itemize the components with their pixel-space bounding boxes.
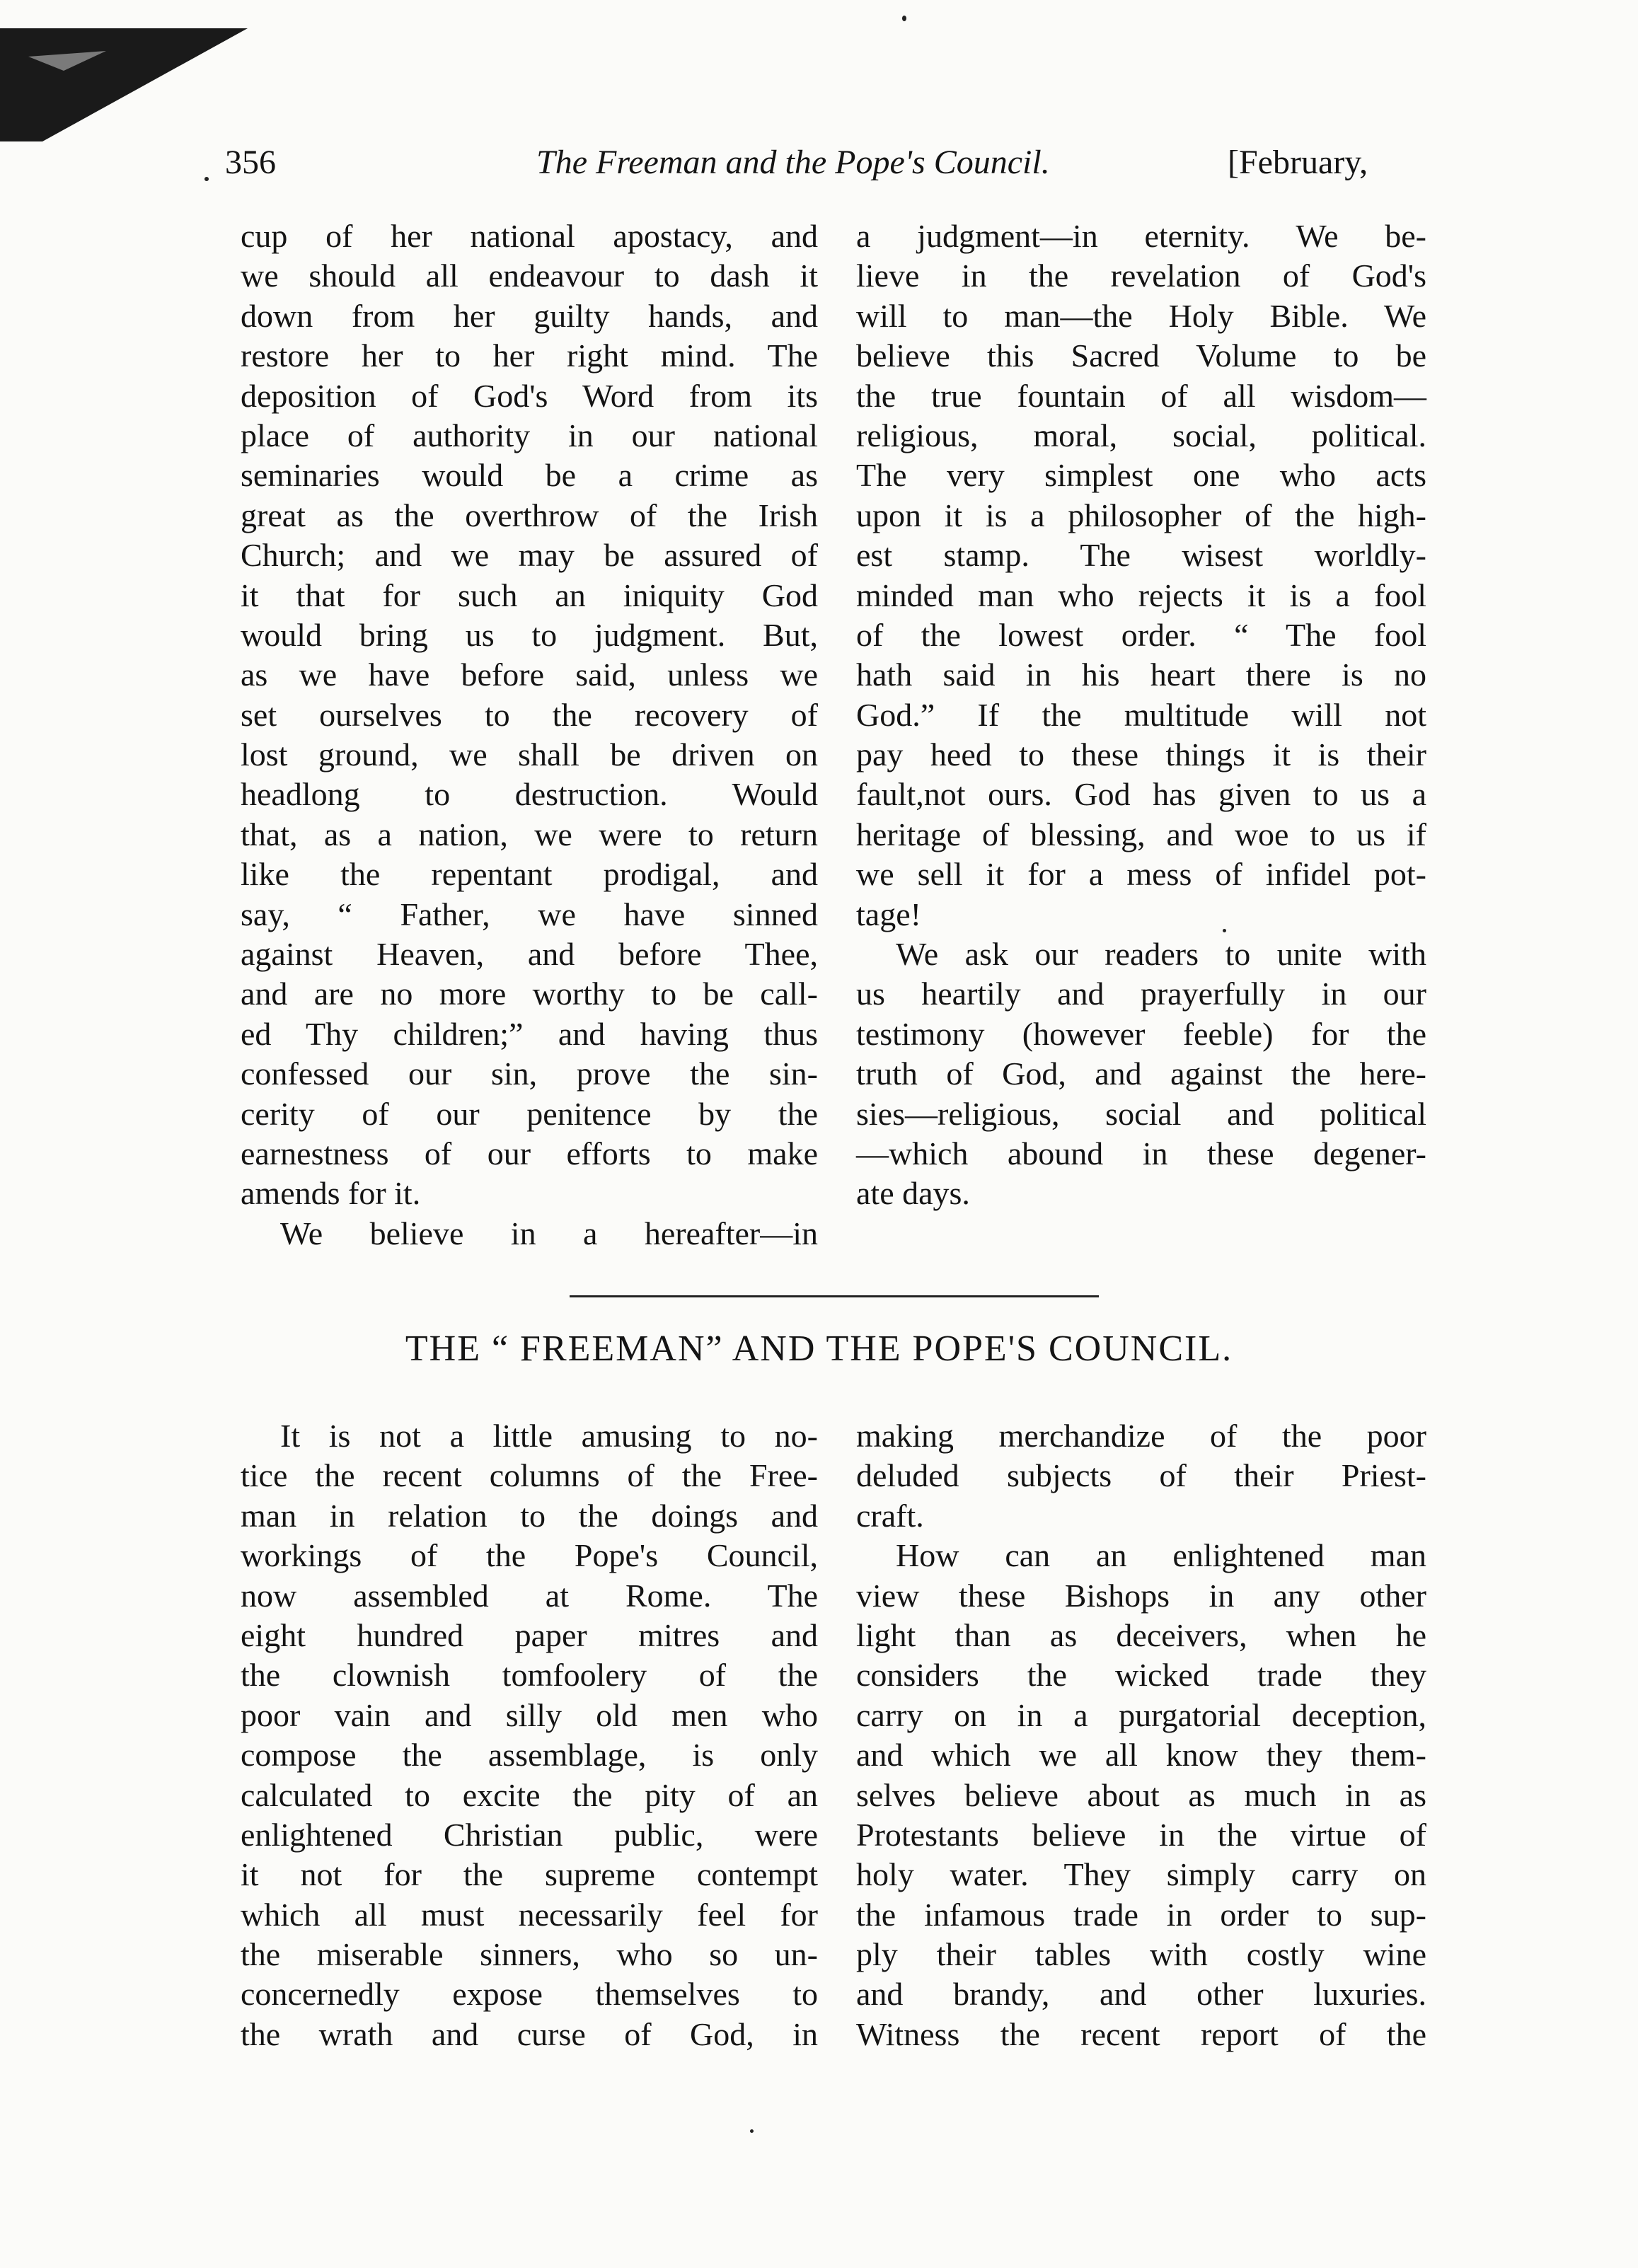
text-line: est stamp. The wisest worldly-: [856, 537, 1426, 574]
scan-corner-mark: [0, 21, 255, 141]
running-title: The Freeman and the Pope's Council.: [536, 144, 1050, 181]
text-line: as we have before said, unless we: [241, 656, 818, 693]
text-line: heritage of blessing, and woe to us if: [856, 816, 1426, 852]
text-line: We believe in a hereafter—in: [280, 1215, 818, 1251]
text-line: will to man—the Holy Bible. We: [856, 297, 1426, 334]
text-line: carry on in a purgatorial deception,: [856, 1696, 1426, 1733]
running-header: [0, 136, 1638, 192]
text-line: concernedly expose themselves to: [241, 1976, 818, 2013]
text-line: tice the recent columns of the Free-: [241, 1457, 818, 1494]
text-line: God.” If the multitude will not: [856, 696, 1426, 733]
text-line: ed Thy children;” and having thus: [241, 1015, 818, 1052]
text-line: like the repentant prodigal, and: [241, 856, 818, 893]
text-line: it that for such an iniquity God: [241, 577, 818, 613]
text-line: and are no more worthy to be call-: [241, 976, 818, 1012]
text-line: view these Bishops in any other: [856, 1577, 1426, 1614]
text-line: against Heaven, and before Thee,: [241, 936, 818, 973]
text-line: eight hundred paper mitres and: [241, 1616, 818, 1653]
text-line: deposition of God's Word from its: [241, 377, 818, 414]
text-line: restore her to her right mind. The: [241, 337, 818, 374]
text-line: down from her guilty hands, and: [241, 297, 818, 334]
text-line: light than as deceivers, when he: [856, 1616, 1426, 1653]
text-line: considers the wicked trade they: [856, 1657, 1426, 1694]
text-line: compose the assemblage, is only: [241, 1737, 818, 1774]
text-line: the miserable sinners, who so un-: [241, 1936, 818, 1973]
text-line: selves believe about as much in as: [856, 1776, 1426, 1813]
text-line: the clownish tomfoolery of the: [241, 1657, 818, 1694]
text-line: testimony (however feeble) for the: [856, 1015, 1426, 1052]
text-line: enlightened Christian public, were: [241, 1816, 818, 1853]
text-line: now assembled at Rome. The: [241, 1577, 818, 1614]
text-line: which all must necessarily feel for: [241, 1896, 818, 1933]
text-line: poor vain and silly old men who: [241, 1696, 818, 1733]
text-line: amends for it.: [241, 1175, 421, 1212]
text-line: pay heed to these things it is their: [856, 736, 1426, 773]
text-line: Protestants believe in the virtue of: [856, 1816, 1426, 1853]
text-line: we should all endeavour to dash it: [241, 258, 818, 294]
article1-column-left: [241, 216, 818, 1254]
text-line: sies—religious, social and political: [856, 1095, 1426, 1132]
text-line: We ask our readers to unite with: [896, 936, 1426, 973]
article2-column-right: [856, 1416, 1426, 2054]
text-line: it not for the supreme contempt: [241, 1856, 818, 1893]
text-line: —which abound in these degener-: [856, 1135, 1426, 1171]
text-line: fault,not ours. God has given to us a: [856, 776, 1426, 813]
text-line: us heartily and prayerfully in our: [856, 976, 1426, 1012]
text-line: earnestness of our efforts to make: [241, 1135, 818, 1171]
text-line: Witness the recent report of the: [856, 2015, 1426, 2052]
text-line: of the lowest order. “ The fool: [856, 616, 1426, 653]
text-line: deluded subjects of their Priest-: [856, 1457, 1426, 1494]
text-line: great as the overthrow of the Irish: [241, 497, 818, 533]
text-line: upon it is a philosopher of the high-: [856, 497, 1426, 533]
text-line: ate days.: [856, 1175, 970, 1212]
article1-column-right: [856, 216, 1426, 1214]
text-line: It is not a little amusing to no-: [280, 1418, 818, 1454]
text-line: ply their tables with costly wine: [856, 1936, 1426, 1973]
text-line: The very simplest one who acts: [856, 457, 1426, 494]
text-line: truth of God, and against the here-: [856, 1055, 1426, 1092]
page-number: 356: [225, 144, 276, 181]
text-line: How can an enlightened man: [896, 1537, 1426, 1574]
text-line: lieve in the revelation of God's: [856, 258, 1426, 294]
text-line: man in relation to the doings and: [241, 1497, 818, 1534]
section-divider: [570, 1295, 1099, 1297]
text-line: that, as a nation, we were to return: [241, 816, 818, 852]
text-line: making merchandize of the poor: [856, 1418, 1426, 1454]
text-line: tage!: [856, 896, 921, 932]
text-line: the true fountain of all wisdom—: [856, 377, 1426, 414]
text-line: minded man who rejects it is a fool: [856, 577, 1426, 613]
text-line: lost ground, we shall be driven on: [241, 736, 818, 773]
text-line: place of authority in our national: [241, 417, 818, 453]
text-line: and which we all know they them-: [856, 1737, 1426, 1774]
text-line: and brandy, and other luxuries.: [856, 1976, 1426, 2013]
scan-speck: [750, 2129, 754, 2133]
text-line: we sell it for a mess of infidel pot-: [856, 856, 1426, 893]
text-line: set ourselves to the recovery of: [241, 696, 818, 733]
text-line: cup of her national apostacy, and: [241, 218, 818, 254]
article2-column-left: [241, 1416, 818, 2054]
text-line: workings of the Pope's Council,: [241, 1537, 818, 1574]
text-line: confessed our sin, prove the sin-: [241, 1055, 818, 1092]
text-line: cerity of our penitence by the: [241, 1095, 818, 1132]
text-line: hath said in his heart there is no: [856, 656, 1426, 693]
text-line: the infamous trade in order to sup-: [856, 1896, 1426, 1933]
text-line: calculated to excite the pity of an: [241, 1776, 818, 1813]
text-line: the wrath and curse of God, in: [241, 2015, 818, 2052]
text-line: believe this Sacred Volume to be: [856, 337, 1426, 374]
scan-speck: [902, 16, 906, 21]
text-line: Church; and we may be assured of: [241, 537, 818, 574]
text-line: would bring us to judgment. But,: [241, 616, 818, 653]
text-line: say, “ Father, we have sinned: [241, 896, 818, 932]
text-line: craft.: [856, 1497, 924, 1534]
text-line: headlong to destruction. Would: [241, 776, 818, 813]
text-line: holy water. They simply carry on: [856, 1856, 1426, 1893]
text-line: religious, moral, social, political.: [856, 417, 1426, 453]
running-date: [February,: [1228, 144, 1368, 181]
text-line: a judgment—in eternity. We be-: [856, 218, 1426, 254]
article-title: THE “ FREEMAN” AND THE POPE'S COUNCIL.: [405, 1329, 1233, 1369]
text-line: seminaries would be a crime as: [241, 457, 818, 494]
